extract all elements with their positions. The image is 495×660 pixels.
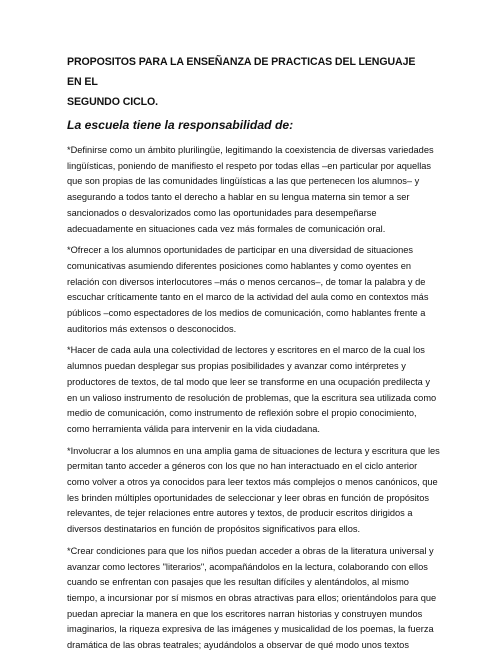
paragraph-line: productores de textos, de tal modo que leer se transforme en una ocupación predilecta y [67, 376, 431, 387]
paragraph-line: alumnos puedan desplegar sus propias posibilidades y avanzar como intérpretes y [67, 361, 406, 372]
paragraph-5 [67, 544, 437, 654]
paragraph-line: lingüísticas, poniendo de manifiesto el respeto por todas ellas –en particular por aquellas [67, 160, 432, 171]
paragraph-line: en un valioso instrumento de resolución de problemas, que la escritura sea utilizada como [67, 392, 437, 403]
paragraph-line: imaginarios, la riqueza expresiva de las imágenes y musicalidad de los poemas, la fuerza [67, 624, 434, 635]
paragraph-line: públicos –como espectadores de los medios de comunicación, como hablantes frente a [67, 308, 426, 319]
paragraph-line: cuando se enfrentan con pasajes que les resultan difíciles y alentándolos, al mismo [67, 577, 409, 588]
paragraph-line: comunicativas asumiendo diferentes posiciones como hablantes y como oyentes en [67, 260, 411, 271]
paragraph-line: que son propias de las comunidades lingüísticas a las que pertenecen los alumnos– y [67, 176, 420, 187]
paragraph-line: como volver a otros ya conocidos para leer textos más complejos o menos canónicos, que [67, 477, 438, 488]
paragraph-3 [67, 343, 437, 437]
paragraph-line: permitan tanto acceder a géneros con los que no han interactuado en el ciclo anterior [67, 461, 418, 472]
paragraph-line: *Hacer de cada aula una colectividad de lectores y escritores en el marco de la cual los [67, 345, 425, 356]
paragraph-line: relevantes, de tejer relaciones entre autores y textos, de producir escritos dirigidos a [67, 508, 413, 519]
paragraph-2 [67, 243, 431, 337]
paragraph-4 [67, 444, 440, 538]
paragraph-line: relación con diversos interlocutores –más o menos cercanos–, de tomar la palabra y de [67, 276, 426, 287]
paragraph-line: diversos destinatarios en función de propósitos significativos para ellos. [67, 524, 361, 535]
document-subtitle: La escuela tiene la responsabilidad de: [67, 118, 294, 132]
paragraph-line: medio de comunicación, como instrumento de reflexión sobre el propio conocimiento, [67, 408, 417, 419]
document-title [67, 52, 431, 112]
paragraph-line: les brinden múltiples oportunidades de seleccionar y leer obras en función de propósitos [67, 492, 429, 503]
paragraph-line: tiempo, a incursionar por sí mismos en obras atractivas para ellos; orientándolos para que [67, 592, 437, 603]
document-content [67, 52, 440, 660]
paragraph-line: *Involucrar a los alumnos en una amplia gama de situaciones de lectura y escritura que les [67, 445, 440, 456]
paragraph-line: sancionados o desvalorizados como las oportunidades para desempeñarse [67, 207, 377, 218]
title-line: PROPOSITOS PARA LA ENSEÑANZA DE PRACTICAS DEL LENGUAJE EN EL [67, 56, 416, 88]
title-line: SEGUNDO CICLO. [67, 96, 159, 108]
paragraph-line: asegurando a todos tanto el derecho a hablar en su lengua materna sin temor a ser [67, 192, 410, 203]
paragraph-line: puedan apreciar la manera en que los escritores narran historias y construyen mundos [67, 608, 423, 619]
paragraph-line: *Definirse como un ámbito plurilingüe, legitimando la coexistencia de diversas variedades [67, 145, 434, 155]
paragraph-line: adecuadamente en situaciones cada vez más formales de comunicación oral. [67, 223, 386, 234]
paragraph-line: escuchar críticamente tanto en el marco de la actividad del aula como en contextos más [67, 292, 429, 303]
paragraph-1 [67, 143, 434, 237]
paragraph-line: como herramienta válida para intervenir en la vida ciudadana. [67, 423, 320, 434]
paragraph-line: *Ofrecer a los alumnos oportunidades de participar en una diversidad de situaciones [67, 245, 414, 256]
paragraph-line: dramática de las obras teatrales; ayudándolos a observar de qué modo unos textos [67, 640, 409, 651]
paragraph-line: auditorios más extensos o desconocidos. [67, 323, 237, 334]
paragraph-line: avanzar como lectores "literarios", acompañándolos en la lectura, colaborando con ellos [67, 561, 428, 572]
paragraph-line: *Crear condiciones para que los niños puedan acceder a obras de la literatura universal y [67, 545, 434, 556]
